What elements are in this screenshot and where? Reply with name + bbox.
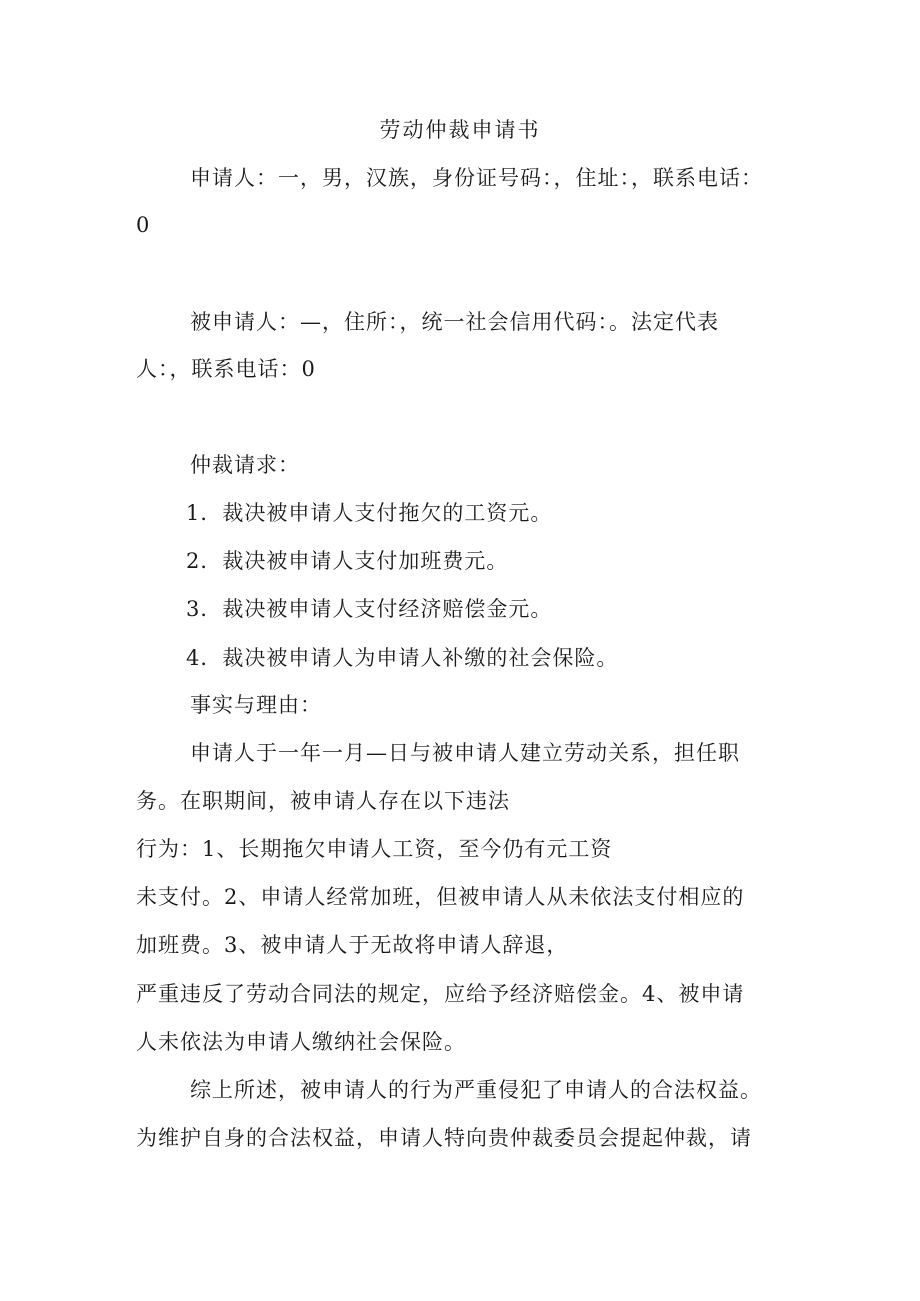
facts-line-3: 行为：1、长期拖欠申请人工资，至今仍有元工资 (136, 837, 613, 861)
facts-line-7: 人未依法为申请人缴纳社会保险。 (136, 1030, 466, 1054)
claim-item-1: 1．裁决被申请人支付拖欠的工资元。 (186, 501, 553, 525)
facts-line-6: 严重违反了劳动合同法的规定，应给予经济赔偿金。4、被申请 (136, 982, 745, 1006)
claim-item-3: 3．裁决被申请人支付经济赔偿金元。 (186, 597, 553, 621)
respondent-line-2: 人：，联系电话：0 (136, 357, 316, 381)
facts-line-2: 务。在职期间，被申请人存在以下违法 (136, 789, 510, 813)
applicant-line-2: 0 (136, 213, 151, 237)
applicant-line-1: 申请人：一，男，汉族，身份证号码：，住址：，联系电话： (190, 166, 763, 190)
claims-heading: 仲裁请求： (190, 453, 300, 477)
facts-line-5: 加班费。3、被申请人于无故将申请人辞退， (136, 933, 569, 957)
document-title: 劳动仲裁申请书 (379, 118, 541, 142)
facts-line-4: 未支付。2、申请人经常加班，但被申请人从未依法支付相应的 (136, 885, 745, 909)
conclusion-line-1: 综上所述，被申请人的行为严重侵犯了申请人的合法权益。 (190, 1078, 762, 1102)
facts-line-1: 申请人于一年一月—日与被申请人建立劳动关系，担任职 (190, 741, 740, 765)
claim-item-2: 2．裁决被申请人支付加班费元。 (186, 549, 509, 573)
respondent-line-1: 被申请人：—，住所：，统一社会信用代码：。法定代表 (190, 310, 719, 334)
claim-item-4: 4．裁决被申请人为申请人补缴的社会保险。 (186, 646, 619, 670)
facts-heading: 事实与理由： (190, 693, 322, 717)
conclusion-line-2: 为维护自身的合法权益，申请人特向贵仲裁委员会提起仲裁，请 (136, 1126, 752, 1150)
